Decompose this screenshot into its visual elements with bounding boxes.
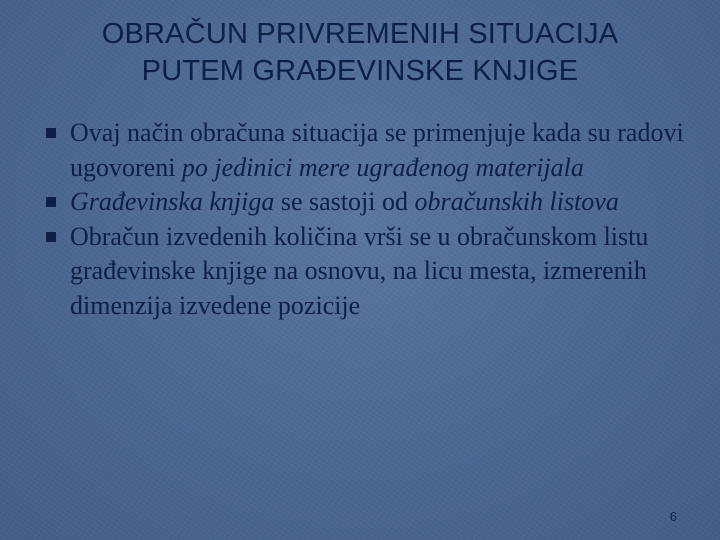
bullet-text-italic: po jedinici mere ugrađenog materijala <box>181 152 584 182</box>
page-number: 6 <box>669 509 677 524</box>
bullet-text: Obračun izvedenih količina vrši se u obračunskom listu građevinske knjige na osnovu, na licu mesta, izmerenih dimenzija izvedene pozicije <box>70 221 649 320</box>
title-line-2: PUTEM GRAĐEVINSKE KNJIGE <box>141 55 579 87</box>
square-bullet-icon <box>46 232 56 242</box>
bullet-text-italic: obračunskih listova <box>414 187 619 216</box>
square-bullet-icon <box>46 128 56 138</box>
bullet-text-italic: Građevinska knjiga <box>70 187 275 216</box>
bullet-list <box>46 116 686 323</box>
bullet-item <box>46 185 686 220</box>
bullet-text: Ovaj način obračuna situacija se primenjuje kada su radovi ugovoreni <box>70 118 684 182</box>
title-line-1: OBRAČUN PRIVREMENIH SITUACIJA <box>101 18 619 50</box>
square-bullet-icon <box>46 197 56 207</box>
bullet-text: se sastoji od <box>274 187 415 216</box>
slide-title <box>40 16 680 90</box>
bullet-item <box>46 116 686 185</box>
bullet-item <box>46 220 686 324</box>
